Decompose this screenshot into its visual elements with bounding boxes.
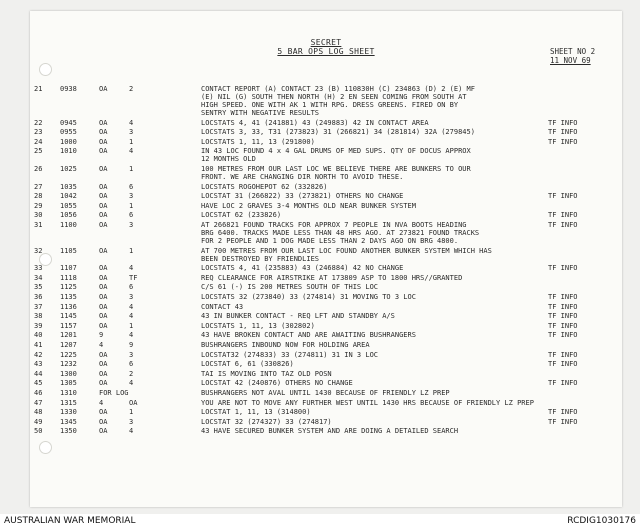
entry-to: 4 xyxy=(129,331,134,340)
entry-to: 3 xyxy=(129,128,134,137)
entry-time: 1010 xyxy=(60,147,77,156)
entry-time: 1025 xyxy=(60,165,77,173)
entry-message: 43 IN BUNKER CONTACT - REQ LFT AND STANDBY A/S xyxy=(201,312,395,321)
entry-to: 4 xyxy=(129,147,134,156)
log-sheet xyxy=(30,11,622,507)
entry-time: 1042 xyxy=(60,192,77,201)
entry-to: 9 xyxy=(129,341,134,349)
entry-message: REQ CLEARANCE FOR AIRSTRIKE AT 173809 ASP TO 1800 HRS//GRANTED xyxy=(201,273,463,282)
entry-to: 6 xyxy=(129,283,134,292)
entry-time: 1135 xyxy=(60,293,77,301)
entry-from: OA xyxy=(99,201,108,210)
serial-number: 43 xyxy=(34,360,43,369)
entry-message: CONTACT 43 xyxy=(201,302,244,311)
entry-message: 100 METRES FROM OUR LAST LOC WE BELIEVE THERE ARE BUNKERS TO OUR FRONT. WE ARE CHANGING DIR NORTH TO AVOID THESE. xyxy=(201,165,471,181)
entry-message: AT 266821 FOUND TRACKS FOR APPROX 7 PEOPLE IN NVA BOOTS HEADING BRG 6400. TRACKS MADE LESS THAN 48 HRS AGO. AT 273821 FOUND TRACKS FOR 2 PEOPLE AND 1 DOG MADE LESS THAN 2 DAYS AGO ON BRG 4800. xyxy=(201,221,480,245)
sheet-number: SHEET NO 2 xyxy=(550,47,596,56)
entry-to: 4 xyxy=(129,312,134,321)
entry-from: OA xyxy=(99,118,108,127)
entry-action: TF INFO xyxy=(548,302,578,311)
entry-to: 2 xyxy=(129,85,134,93)
serial-number: 34 xyxy=(34,273,43,282)
entry-action: TF INFO xyxy=(548,321,578,330)
entry-action: TF INFO xyxy=(548,331,578,340)
entry-action: TF INFO xyxy=(548,211,578,220)
entry-message: LOCSTAT 31 (266822) 33 (273821) OTHERS NO CHANGE xyxy=(201,192,404,201)
serial-number: 41 xyxy=(34,341,43,349)
entry-from: OA xyxy=(99,379,108,388)
entry-to: 2 xyxy=(129,369,134,378)
serial-number: 37 xyxy=(34,302,43,311)
entry-time: 1000 xyxy=(60,137,77,146)
entry-action: TF INFO xyxy=(548,128,578,137)
entry-from: OA xyxy=(99,85,108,93)
entry-time: 1201 xyxy=(60,331,77,340)
entry-to: 3 xyxy=(129,417,134,426)
entry-message: LOCSTAT 62 (233826) xyxy=(201,211,282,220)
entry-from: OA xyxy=(99,165,108,173)
entry-message: BUSHRANGERS NOT AVAL UNTIL 1430 BECAUSE OF FRIENDLY LZ PREP xyxy=(201,389,450,397)
sheet-title: 5 BAR OPS LOG SHEET xyxy=(277,47,375,56)
entry-to: 1 xyxy=(129,321,134,330)
entry-message: BUSHRANGERS INBOUND NOW FOR HOLDING AREA xyxy=(201,341,370,349)
sheet-date: 11 NOV 69 xyxy=(550,56,591,65)
entry-action: TF INFO xyxy=(548,379,578,388)
entry-action: TF INFO xyxy=(548,360,578,369)
entry-time: 1225 xyxy=(60,350,77,359)
entry-message: TAI IS MOVING INTO TAZ OLD POSN xyxy=(201,369,332,378)
serial-number: 27 xyxy=(34,182,43,191)
entry-message: 43 HAVE BROKEN CONTACT AND ARE AWAITING BUSHRANGERS xyxy=(201,331,416,340)
entry-message: LOCSTAT 32 (274327) 33 (274817) xyxy=(201,417,332,426)
entry-time: 1315 xyxy=(60,398,77,407)
entry-from: OA xyxy=(99,182,108,191)
entry-message: LOCSTATS ROGOHEPOT 62 (332826) xyxy=(201,182,328,191)
entry-time: 1330 xyxy=(60,408,77,417)
entry-from: OA xyxy=(99,192,108,201)
entry-action: TF INFO xyxy=(548,137,578,146)
entry-to: 3 xyxy=(129,221,134,229)
entry-time: 1100 xyxy=(60,221,77,229)
entry-from: OA xyxy=(99,147,108,156)
entry-time: 1350 xyxy=(60,427,77,436)
entry-from: 4 xyxy=(99,398,104,407)
punch-hole xyxy=(39,63,52,76)
punch-hole xyxy=(39,441,52,454)
entry-message: LOCSTATS 1, 11, 13 (302802) xyxy=(201,321,315,330)
serial-number: 28 xyxy=(34,192,43,201)
entry-action: TF INFO xyxy=(548,293,578,301)
entry-to: 1 xyxy=(129,165,134,173)
serial-number: 48 xyxy=(34,408,43,417)
entry-message: C/S 61 (-) IS 200 METRES SOUTH OF THIS LOC xyxy=(201,283,379,292)
entry-action: TF INFO xyxy=(548,312,578,321)
entry-message: LOCSTATS 32 (273840) 33 (274814) 31 MOVING TO 3 LOC xyxy=(201,293,416,301)
entry-time: 1145 xyxy=(60,312,77,321)
entry-from: OA xyxy=(99,273,108,282)
serial-number: 21 xyxy=(34,85,43,93)
entry-to: OA xyxy=(129,398,138,407)
entry-message: CONTACT REPORT (A) CONTACT 23 (B) 110830H (C) 234863 (D) 2 (E) MF (E) NIL (G) SOUTH THEN NORTH (H) 2 EN SEEN COMING FROM SOUTH AT HIGH SPEED. ONE WITH AK 1 WITH RPG. DRESS GREENS. FIRED ON BY SENTRY WITH NEGATIVE RESULTS xyxy=(201,85,475,117)
footer-institution: AUSTRALIAN WAR MEMORIAL xyxy=(4,516,136,526)
entry-to: 4 xyxy=(129,379,134,388)
serial-number: 29 xyxy=(34,201,43,210)
serial-number: 39 xyxy=(34,321,43,330)
entry-message: LOCSTATS 1, 11, 13 (291800) xyxy=(201,137,315,146)
entry-message: LOCSTATS 4, 41 (235883) 43 (246884) 42 NO CHANGE xyxy=(201,264,404,273)
entry-from: OA xyxy=(99,211,108,220)
serial-number: 47 xyxy=(34,398,43,407)
entry-from: OA xyxy=(99,128,108,137)
serial-number: 49 xyxy=(34,417,43,426)
entry-time: 0955 xyxy=(60,128,77,137)
entry-time: 1107 xyxy=(60,264,77,273)
footer-reference: RCDIG1030176 xyxy=(567,516,636,526)
entry-to: 1 xyxy=(129,246,134,255)
entry-to: 6 xyxy=(129,211,134,220)
entry-from: OA xyxy=(99,221,108,229)
entry-from: FOR LOG xyxy=(99,389,129,397)
serial-number: 25 xyxy=(34,147,43,156)
entry-from: OA xyxy=(99,283,108,292)
entry-from: OA xyxy=(99,427,108,436)
entry-to: 1 xyxy=(129,408,134,417)
entry-from: OA xyxy=(99,321,108,330)
entry-time: 1105 xyxy=(60,246,77,255)
entry-time: 1118 xyxy=(60,273,77,282)
entry-message: LOCSTATS 3, 33, T31 (273823) 31 (266821) 34 (281814) 32A (279845) xyxy=(201,128,475,137)
serial-number: 50 xyxy=(34,427,43,436)
serial-number: 24 xyxy=(34,137,43,146)
entry-message: 43 HAVE SECURED BUNKER SYSTEM AND ARE DOING A DETAILED SEARCH xyxy=(201,427,459,436)
entry-message: YOU ARE NOT TO MOVE ANY FURTHER WEST UNTIL 1430 HRS BECAUSE OF FRIENDLY LZ PREP xyxy=(201,398,534,407)
entry-action: TF INFO xyxy=(548,417,578,426)
entry-action: TF INFO xyxy=(548,264,578,273)
entry-to: 4 xyxy=(129,427,134,436)
entry-time: 1300 xyxy=(60,369,77,378)
entry-time: 1345 xyxy=(60,417,77,426)
entry-to: 4 xyxy=(129,118,134,127)
entry-time: 1310 xyxy=(60,389,77,397)
entry-from: OA xyxy=(99,312,108,321)
entry-time: 1207 xyxy=(60,341,77,349)
serial-number: 26 xyxy=(34,165,43,173)
entry-message: HAVE LOC 2 GRAVES 3-4 MONTHS OLD NEAR BUNKER SYSTEM xyxy=(201,201,416,210)
entry-message: AT 700 METRES FROM OUR LAST LOC FOUND ANOTHER BUNKER SYSTEM WHICH HAS BEEN DESTROYED BY FRIENDLIES xyxy=(201,246,492,263)
serial-number: 22 xyxy=(34,118,43,127)
entry-time: 1232 xyxy=(60,360,77,369)
serial-number: 31 xyxy=(34,221,43,229)
serial-number: 35 xyxy=(34,283,43,292)
entry-to: TF xyxy=(129,273,138,282)
entry-time: 1035 xyxy=(60,182,77,191)
entry-message: LOCSTATS 4, 41 (241881) 43 (249883) 42 IN CONTACT AREA xyxy=(201,118,429,127)
entry-time: 1136 xyxy=(60,302,77,311)
serial-number: 33 xyxy=(34,264,43,273)
entry-from: OA xyxy=(99,417,108,426)
entry-from: 4 xyxy=(99,341,104,349)
serial-number: 38 xyxy=(34,312,43,321)
entry-from: OA xyxy=(99,360,108,369)
entry-to: 1 xyxy=(129,137,134,146)
entry-action: TF INFO xyxy=(548,118,578,127)
serial-number: 32 xyxy=(34,246,43,255)
entry-to: 4 xyxy=(129,302,134,311)
entry-to: 1 xyxy=(129,201,134,210)
entry-message: LOCSTAT32 (274833) 33 (274811) 31 IN 3 LOC xyxy=(201,350,379,359)
serial-number: 45 xyxy=(34,379,43,388)
entry-from: OA xyxy=(99,350,108,359)
entry-time: 1056 xyxy=(60,211,77,220)
entry-from: OA xyxy=(99,302,108,311)
entry-time: 1305 xyxy=(60,379,77,388)
entry-action: TF INFO xyxy=(548,192,578,201)
entry-action: TF INFO xyxy=(548,350,578,359)
entry-time: 1125 xyxy=(60,283,77,292)
entry-from: OA xyxy=(99,293,108,301)
entry-from: OA xyxy=(99,369,108,378)
entry-message: LOCSTAT 6, 61 (330826) xyxy=(201,360,294,369)
entry-to: 3 xyxy=(129,192,134,201)
entry-message: LOCSTAT 42 (240876) OTHERS NO CHANGE xyxy=(201,379,353,388)
serial-number: 40 xyxy=(34,331,43,340)
entry-to: 3 xyxy=(129,293,134,301)
classification-heading: SECRET xyxy=(310,38,342,47)
entry-from: OA xyxy=(99,246,108,255)
entry-to: 6 xyxy=(129,182,134,191)
serial-number: 23 xyxy=(34,128,43,137)
entry-time: 0945 xyxy=(60,118,77,127)
entry-from: OA xyxy=(99,264,108,273)
entry-time: 1055 xyxy=(60,201,77,210)
serial-number: 46 xyxy=(34,389,43,397)
entry-message: LOCSTAT 1, 11, 13 (314800) xyxy=(201,408,311,417)
entry-to: 3 xyxy=(129,350,134,359)
entry-from: OA xyxy=(99,408,108,417)
entry-from: 9 xyxy=(99,331,104,340)
entry-to: 4 xyxy=(129,264,134,273)
entry-time: 1157 xyxy=(60,321,77,330)
serial-number: 44 xyxy=(34,369,43,378)
entry-action: TF INFO xyxy=(548,408,578,417)
entry-to: 6 xyxy=(129,360,134,369)
entry-time: 0938 xyxy=(60,85,77,93)
entry-message: IN 43 LOC FOUND 4 x 4 GAL DRUMS OF MED SUPS. QTY OF DOCUS APPROX 12 MONTHS OLD xyxy=(201,147,471,164)
entry-from: OA xyxy=(99,137,108,146)
serial-number: 36 xyxy=(34,293,43,301)
serial-number: 30 xyxy=(34,211,43,220)
serial-number: 42 xyxy=(34,350,43,359)
entry-action: TF INFO xyxy=(548,221,578,229)
